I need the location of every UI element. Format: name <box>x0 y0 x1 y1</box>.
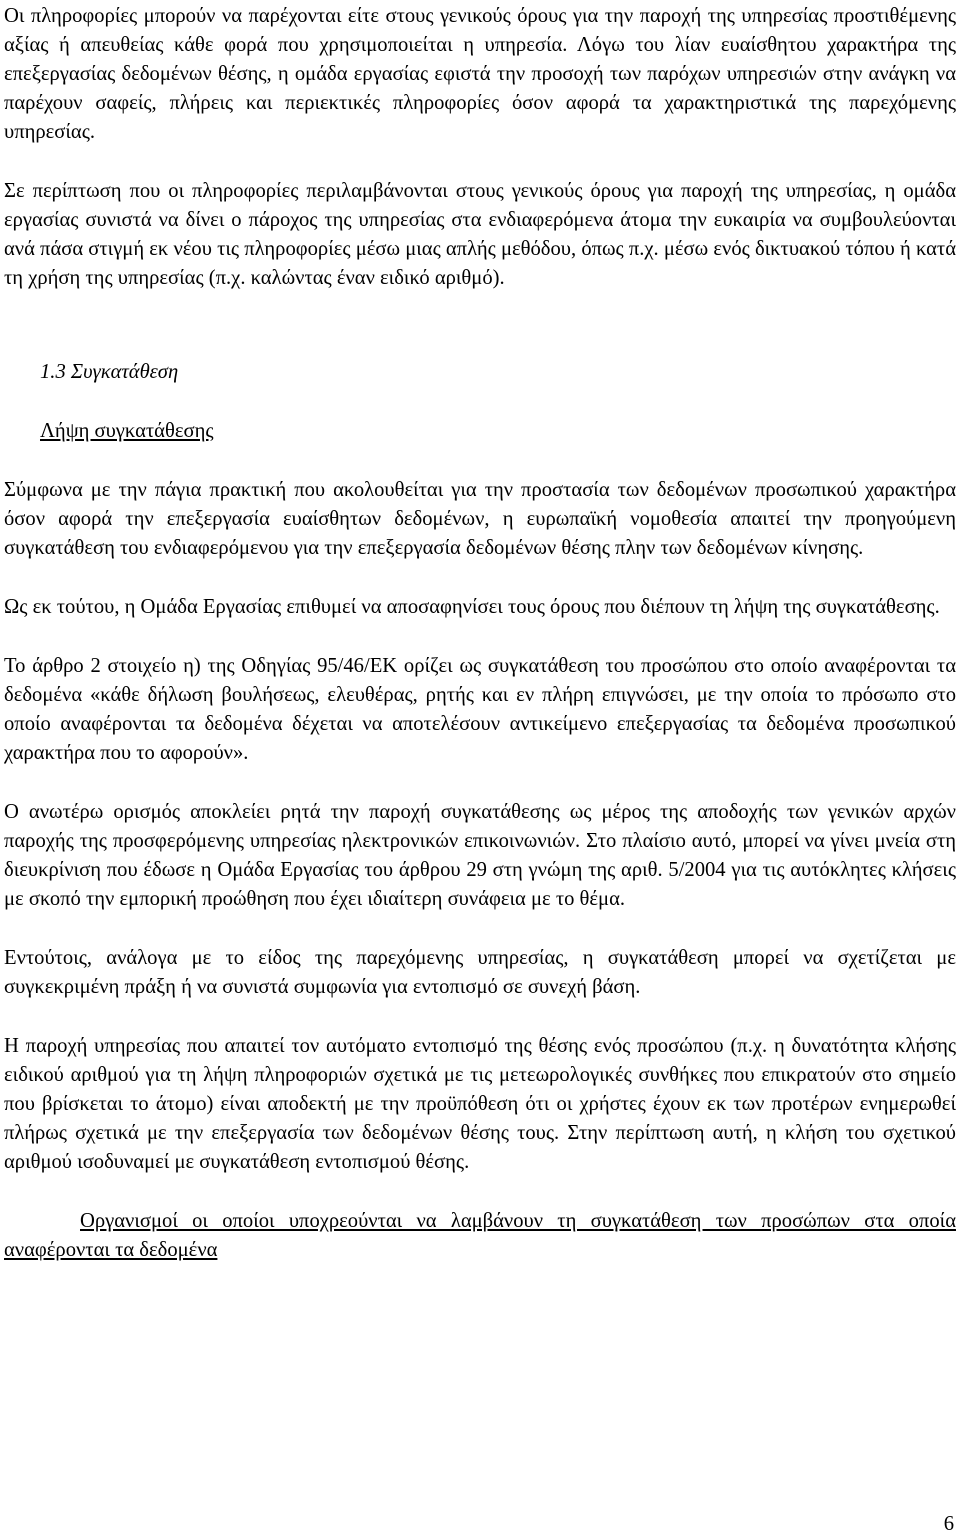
page-number: 6 <box>943 1513 954 1535</box>
subsection-heading: Λήψη συγκατάθεσης <box>40 420 214 442</box>
paragraph-clarify-terms: Ως εκ τούτου, η Ομάδα Εργασίας επιθυμεί να αποσαφηνίσει τους όρους που διέπουν τη λήψη της συγκατάθεσης. <box>4 596 940 618</box>
section-heading: 1.3 Συγκατάθεση <box>40 361 179 383</box>
document-page <box>4 2 956 1265</box>
paragraph-information-provision: Οι πληροφορίες μπορούν να παρέχονται είτε στους γενικούς όρους για την παροχή της υπηρεσίας προστιθέμενης αξίας ή απευθείας κάθε φορά που χρησιμοποιείται η υπηρεσία. Λόγω του λίαν ευαίσθητου χαρακτήρα της επεξεργασίας δεδομένων θέσης, η ομάδα εργασίας εφιστά την προσοχή των παρόχων υπηρεσιών στην ανάγκη να παρέχουν σαφείς, πλήρεις και περιεκτικές πληροφορίες όσον αφορά τα χαρακτηριστικά της παρεχόμενης υπηρεσίας. <box>4 5 956 143</box>
paragraph-general-terms: Σε περίπτωση που οι πληροφορίες περιλαμβάνονται στους γενικούς όρους για παροχή της υπηρεσίας, η ομάδα εργασίας συνιστά να δίνει ο πάροχος της υπηρεσίας στα ενδιαφερόμενα άτομα την ευκαιρία να συμβουλεύονται ανά πάσα στιγμή εκ νέου τις πληροφορίες μέσω μιας απλής μεθόδου, όπως π.χ. μέσω ενός δικτυακού τόπου ή κατά τη χρήση της υπηρεσίας (π.χ. καλώντας έναν ειδικό αριθμό). <box>4 180 956 289</box>
paragraph-automatic-location: Η παροχή υπηρεσίας που απαιτεί τον αυτόματο εντοπισμό της θέσης ενός προσώπου (π.χ. η δυνατότητα κλήσης ειδικού αριθμού για τη λήψη πληροφοριών σχετικά με τις μετεωρολογικές συνθήκες που επικρατούν στο σημείο που βρίσκεται το άτομο) είναι αποδεκτή με την προϋπόθεση ότι οι χρήστες έχουν εκ των προτέρων ενημερωθεί πλήρως σχετικά με την επεξεργασία των δεδομένων θέσης τους. Στην περίπτωση αυτή, η κλήση του σχετικού αριθμού ισοδυναμεί με συγκατάθεση εντοπισμού θέσης. <box>4 1035 956 1173</box>
paragraph-directive-definition: Το άρθρο 2 στοιχείο η) της Οδηγίας 95/46/ΕΚ ορίζει ως συγκατάθεση του προσώπου στο οποίο αναφέρονται τα δεδομένα «κάθε δήλωση βουλήσεως, ελευθέρας, ρητής και εν πλήρη επιγνώσει, με την οποία το πρόσωπο στο οποίο αναφέρονται τα δεδομένα δέχεται να αποτελέσουν αντικείμενο επεξεργασίας τα δεδομένα προσωπικού χαρακτήρα που το αφορούν». <box>4 655 956 764</box>
paragraph-prior-consent: Σύμφωνα με την πάγια πρακτική που ακολουθείται για την προστασία των δεδομένων προσωπικού χαρακτήρα όσον αφορά την επεξεργασία ευαίσθητων δεδομένων, η ευρωπαϊκή νομοθεσία απαιτεί την προηγούμενη συγκατάθεση του ενδιαφερόμενου για την επεξεργασία δεδομένων θέσης πλην των δεδομένων κίνησης. <box>4 479 956 559</box>
paragraph-service-type: Εντούτοις, ανάλογα με το είδος της παρεχόμενης υπηρεσίας, η συγκατάθεση μπορεί να σχετίζεται με συγκεκριμένη πράξη ή να συνιστά συμφωνία για εντοπισμό σε συνεχή βάση. <box>4 947 956 998</box>
paragraph-organisations-heading <box>4 1207 956 1265</box>
paragraph-definition-excludes: Ο ανωτέρω ορισμός αποκλείει ρητά την παροχή συγκατάθεσης ως μέρος της αποδοχής των γενικών αρχών παροχής της προσφερόμενης υπηρεσίας ηλεκτρονικών επικοινωνιών. Στο πλαίσιο αυτό, μπορεί να γίνει μνεία στη διευκρίνιση που έδωσε η Ομάδα Εργασίας του άρθρου 29 στη γνώμη της αριθ. 5/2004 για τις αυτόκλητες κλήσεις με σκοπό την εμπορική προώθηση που έχει ιδιαίτερη συνάφεια με το θέμα. <box>4 801 956 910</box>
organisations-heading-text: Οργανισμοί οι οποίοι υποχρεούνται να λαμβάνουν τη συγκατάθεση των προσώπων στα οποία αναφέρονται τα δεδομένα <box>4 1210 956 1261</box>
